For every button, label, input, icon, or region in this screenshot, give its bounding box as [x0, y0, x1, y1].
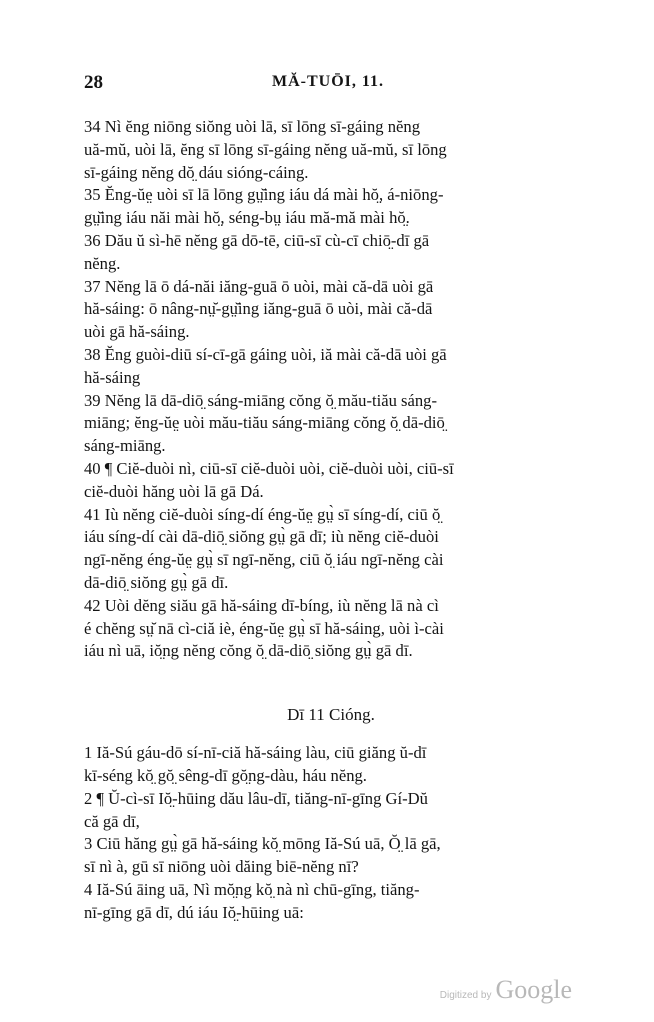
text-line: ngī-nĕng éng-ŭe̤ gṳ̀ sī ngī-nĕng, ciū ŏ̤ iáu ngī-nĕng cài: [84, 550, 444, 570]
page-header: [84, 72, 572, 98]
text-line: 2 ¶ Ŭ-cì-sī Iŏ̤-hūing dău lâu-dī, tiăng-nī-gīng Gí-Dŭ: [84, 788, 428, 808]
running-head: MĂ-TUŌI, 11.: [272, 73, 384, 90]
text-line: hă-sáing: [84, 367, 141, 387]
digitized-label: Digitized by: [439, 990, 492, 1001]
text-line: hă-sáing: ō nâng-nṳ̆-gṳ̆ing iăng-guā ō uòi, mài că-dā: [84, 299, 433, 319]
text-line: gṳ̆ing iáu năi mài hŏ̤, séng-bṳ iáu mă-mă mài hŏ̤.: [84, 208, 410, 228]
text-line: 4 Iă-Sú āing uā, Nì mŏ̤ng kŏ̤ nà nì chū-gīng, tiăng-: [84, 879, 420, 899]
section-gap: [84, 663, 574, 700]
section-gap: [84, 730, 574, 742]
text-line: iáu nì uā, iŏ̤ng nĕng cŏng ŏ̤ dā-diō̤ siŏng gṳ̀ gā dī.: [84, 641, 413, 661]
text-line: dā-diō̤ siŏng gṳ̀ gā dī.: [84, 572, 229, 592]
text-line: kī-séng kŏ̤ gŏ̤ sêng-dī gŏ̤ng-dàu, háu nĕng.: [84, 765, 367, 785]
chapter-heading: Dī 11 Cióng.: [287, 705, 375, 725]
digitized-watermark: [440, 975, 572, 1005]
text-line: 34 Nì ĕng niōng siŏng uòi lā, sī lōng sī-gáing nĕng: [84, 117, 420, 136]
text-line: 36 Dău ŭ sì-hē nĕng gā dō-tē, ciū-sī cù-cī chiō̤-dī gā: [84, 230, 430, 250]
text-line: miāng; ĕng-ŭe̤ uòi mău-tiău sáng-miāng cŏng ŏ̤ dā-diō̤: [84, 413, 445, 433]
text-line: nĕng.: [84, 253, 121, 273]
text-line: 3 Ciū hăng gṳ̀ gā hă-sáing kŏ̤ mōng Iă-Sú uā, Ŏ̤ lā gā,: [84, 834, 441, 854]
text-line: 39 Nĕng lā dā-diō̤ sáng-miāng cŏng ŏ̤ mău-tiău sáng-: [84, 390, 437, 410]
text-line: iáu síng-dí cài dā-diō̤ siŏng gṳ̀ gā dī; iù nĕng ciĕ-duòi: [84, 527, 439, 547]
text-line: 37 Nĕng lā ō dá-năi iăng-guā ō uòi, mài că-dā uòi gā: [84, 276, 434, 296]
page-body: [84, 116, 574, 925]
text-line: că gā dī,: [84, 811, 140, 831]
text-line: é chĕng sṳ̆ nā cì-ciă iè, éng-ŭe̤ gṳ̀ sī hă-sáing, uòi ì-cài: [84, 618, 444, 638]
text-line: 1 Iă-Sú gáu-dō sí-nī-ciă hă-sáing làu, ciū giăng ŭ-dī: [84, 743, 427, 763]
text-line: uòi gā hă-sáing.: [84, 322, 190, 342]
text-line: 42 Uòi dĕng siău gā hă-sáing dī-bíng, iù nĕng lā nà cì: [84, 595, 439, 615]
text-line: 41 Iù nĕng ciĕ-duòi síng-dí éng-ŭe̤ gṳ̀ sī síng-dí, ciū ŏ̤: [84, 504, 441, 524]
google-logo: Google: [495, 975, 572, 1004]
text-line: sī-gáing nĕng dŏ̤ dáu sióng-cáing.: [84, 162, 309, 182]
page-number: 28: [84, 72, 103, 93]
text-line: uă-mŭ, uòi lā, ĕng sī lōng sī-gáing nĕng uă-mŭ, sī lōng: [84, 139, 447, 159]
text-line: sáng-miāng.: [84, 436, 166, 456]
text-line: 35 Ĕng-ŭe̤ uòi sī lā lōng gṳ̆ing iáu dá mài hŏ̤, á-niōng-: [84, 185, 444, 205]
text-line: nī-gīng gā dī, dú iáu Iŏ̤-hūing uā:: [84, 902, 304, 922]
text-line: ciĕ-duòi hăng uòi lā gā Dá.: [84, 481, 264, 501]
text-line: 38 Ĕng guòi-diū sí-cī-gā gáing uòi, iă mài că-dā uòi gā: [84, 344, 447, 364]
text-line: sī nì à, gū sī niōng uòi dăing biē-nĕng nī?: [84, 857, 359, 877]
text-line: 40 ¶ Ciĕ-duòi nì, ciū-sī ciĕ-duòi uòi, ciĕ-duòi uòi, ciū-sī: [84, 458, 454, 478]
